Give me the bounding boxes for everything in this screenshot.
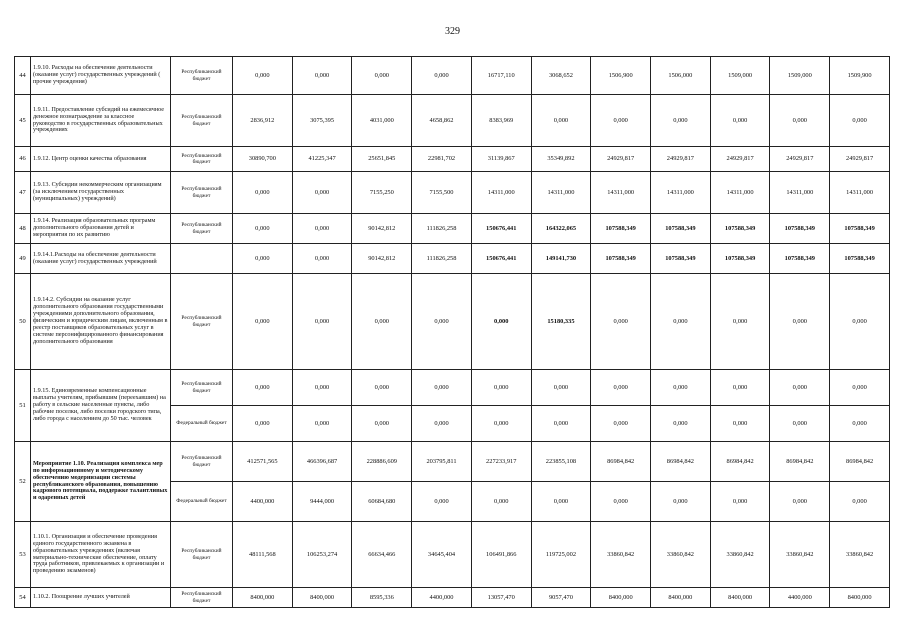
value-cell: 4031,000 bbox=[352, 95, 412, 147]
value-cell: 0,000 bbox=[651, 370, 711, 406]
value-cell: 31139,867 bbox=[471, 147, 531, 172]
value-cell: 107588,349 bbox=[651, 244, 711, 274]
value-cell: 106253,274 bbox=[292, 522, 352, 588]
value-cell: 0,000 bbox=[830, 482, 890, 522]
row-number: 44 bbox=[15, 57, 31, 95]
table-row bbox=[15, 442, 890, 482]
table-row bbox=[15, 588, 890, 608]
value-cell: 0,000 bbox=[233, 406, 293, 442]
funding-source bbox=[171, 244, 233, 274]
value-cell: 0,000 bbox=[233, 274, 293, 370]
value-cell: 0,000 bbox=[830, 406, 890, 442]
value-cell: 4400,000 bbox=[233, 482, 293, 522]
table-row bbox=[15, 274, 890, 370]
value-cell: 119725,002 bbox=[531, 522, 591, 588]
value-cell: 0,000 bbox=[531, 406, 591, 442]
value-cell: 9057,470 bbox=[531, 588, 591, 608]
value-cell: 33860,842 bbox=[830, 522, 890, 588]
row-name: 1.9.14.2. Субсидии на оказание услуг дополнительного образования государственными учреждениями дополнительного образования, физическим и юридическим лицам, включенным в реестр поставщиков образовательных услуг в системе персонифицированного финансирования дополнительного образования bbox=[31, 274, 171, 370]
value-cell: 14311,000 bbox=[531, 172, 591, 214]
value-cell: 1509,900 bbox=[830, 57, 890, 95]
value-cell: 0,000 bbox=[770, 274, 830, 370]
value-cell: 90142,812 bbox=[352, 244, 412, 274]
row-name: Мероприятие 1.10. Реализация комплекса мер по информационному и методическому обеспечению модернизации системы республиканского образования, повышению кадрового потенциала, поддержке талантливых и одаренных детей bbox=[31, 442, 171, 522]
value-cell: 0,000 bbox=[292, 244, 352, 274]
value-cell: 0,000 bbox=[352, 274, 412, 370]
value-cell: 0,000 bbox=[233, 370, 293, 406]
value-cell: 4400,000 bbox=[412, 588, 472, 608]
funding-source: Республиканский бюджет bbox=[171, 274, 233, 370]
value-cell: 0,000 bbox=[591, 482, 651, 522]
value-cell: 24929,817 bbox=[651, 147, 711, 172]
value-cell: 0,000 bbox=[292, 274, 352, 370]
row-name: 1.9.10. Расходы на обеспечение деятельности (оказание услуг) государственных учреждений ( прочие учреждения) bbox=[31, 57, 171, 95]
value-cell: 0,000 bbox=[412, 57, 472, 95]
value-cell: 0,000 bbox=[591, 274, 651, 370]
value-cell: 7155,500 bbox=[412, 172, 472, 214]
row-number: 48 bbox=[15, 214, 31, 244]
value-cell: 107588,349 bbox=[830, 244, 890, 274]
value-cell: 149141,730 bbox=[531, 244, 591, 274]
row-name: 1.9.14. Реализация образовательных программ дополнительного образования детей и мероприятия по их развитию bbox=[31, 214, 171, 244]
value-cell: 0,000 bbox=[830, 274, 890, 370]
funding-source: Республиканский бюджет bbox=[171, 172, 233, 214]
value-cell: 41225,347 bbox=[292, 147, 352, 172]
value-cell: 0,000 bbox=[292, 172, 352, 214]
value-cell: 107588,349 bbox=[591, 244, 651, 274]
value-cell: 223855,108 bbox=[531, 442, 591, 482]
value-cell: 0,000 bbox=[770, 370, 830, 406]
value-cell: 0,000 bbox=[770, 482, 830, 522]
value-cell: 0,000 bbox=[710, 370, 770, 406]
value-cell: 0,000 bbox=[591, 406, 651, 442]
value-cell: 0,000 bbox=[830, 370, 890, 406]
value-cell: 86984,842 bbox=[710, 442, 770, 482]
funding-source: Республиканский бюджет bbox=[171, 214, 233, 244]
value-cell: 8400,000 bbox=[233, 588, 293, 608]
value-cell: 14311,000 bbox=[830, 172, 890, 214]
value-cell: 86984,842 bbox=[651, 442, 711, 482]
value-cell: 33860,842 bbox=[770, 522, 830, 588]
row-name: 1.9.15. Единовременные компенсационные выплаты учителям, прибывшим (переехавшим) на работу в сельские населенные пункты, либо рабочие поселки, либо поселки городского типа, либо города с населением до 50 тыс. человек bbox=[31, 370, 171, 442]
value-cell: 8400,000 bbox=[710, 588, 770, 608]
value-cell: 22981,702 bbox=[412, 147, 472, 172]
value-cell: 107588,349 bbox=[770, 214, 830, 244]
funding-source: Республиканский бюджет bbox=[171, 522, 233, 588]
value-cell: 25651,845 bbox=[352, 147, 412, 172]
funding-source: Федеральный бюджет bbox=[171, 482, 233, 522]
funding-source: Республиканский бюджет bbox=[171, 57, 233, 95]
value-cell: 35349,892 bbox=[531, 147, 591, 172]
value-cell: 86984,842 bbox=[830, 442, 890, 482]
funding-source: Республиканский бюджет bbox=[171, 442, 233, 482]
value-cell: 0,000 bbox=[651, 406, 711, 442]
funding-source: Республиканский бюджет bbox=[171, 147, 233, 172]
value-cell: 33860,842 bbox=[651, 522, 711, 588]
value-cell: 0,000 bbox=[770, 406, 830, 442]
value-cell: 4658,862 bbox=[412, 95, 472, 147]
value-cell: 0,000 bbox=[531, 482, 591, 522]
table-row bbox=[15, 95, 890, 147]
value-cell: 13057,470 bbox=[471, 588, 531, 608]
row-number: 51 bbox=[15, 370, 31, 442]
funding-source: Республиканский бюджет bbox=[171, 370, 233, 406]
value-cell: 228886,609 bbox=[352, 442, 412, 482]
value-cell: 0,000 bbox=[233, 214, 293, 244]
value-cell: 14311,000 bbox=[471, 172, 531, 214]
value-cell: 106491,866 bbox=[471, 522, 531, 588]
value-cell: 107588,349 bbox=[710, 244, 770, 274]
value-cell: 0,000 bbox=[531, 370, 591, 406]
table-body bbox=[15, 57, 890, 608]
table-row bbox=[15, 147, 890, 172]
value-cell: 8595,336 bbox=[352, 588, 412, 608]
row-name: 1.10.1. Организация и обеспечение проведения единого государственного экзамена в образовательных учреждениях (включая материально-технические обеспечение, оплату труда работников, привлекаемых к организации и проведению экзаменов) bbox=[31, 522, 171, 588]
value-cell: 86984,842 bbox=[591, 442, 651, 482]
value-cell: 14311,000 bbox=[651, 172, 711, 214]
value-cell: 0,000 bbox=[471, 274, 531, 370]
value-cell: 203795,811 bbox=[412, 442, 472, 482]
value-cell: 7155,250 bbox=[352, 172, 412, 214]
value-cell: 0,000 bbox=[412, 274, 472, 370]
value-cell: 48111,568 bbox=[233, 522, 293, 588]
funding-source: Республиканский бюджет bbox=[171, 95, 233, 147]
value-cell: 0,000 bbox=[292, 370, 352, 406]
value-cell: 107588,349 bbox=[770, 244, 830, 274]
value-cell: 1509,000 bbox=[770, 57, 830, 95]
value-cell: 0,000 bbox=[591, 370, 651, 406]
value-cell: 150676,441 bbox=[471, 244, 531, 274]
value-cell: 107588,349 bbox=[591, 214, 651, 244]
value-cell: 0,000 bbox=[233, 244, 293, 274]
value-cell: 0,000 bbox=[412, 370, 472, 406]
value-cell: 86984,842 bbox=[770, 442, 830, 482]
value-cell: 8400,000 bbox=[292, 588, 352, 608]
row-name: 1.9.14.1.Расходы на обеспечение деятельности (оказание услуг) государственных учреждений bbox=[31, 244, 171, 274]
value-cell: 0,000 bbox=[233, 172, 293, 214]
value-cell: 8400,000 bbox=[651, 588, 711, 608]
value-cell: 0,000 bbox=[471, 370, 531, 406]
value-cell: 33860,842 bbox=[591, 522, 651, 588]
value-cell: 9444,000 bbox=[292, 482, 352, 522]
value-cell: 34645,404 bbox=[412, 522, 472, 588]
value-cell: 1506,000 bbox=[651, 57, 711, 95]
value-cell: 0,000 bbox=[651, 274, 711, 370]
budget-table bbox=[14, 56, 890, 608]
row-name: 1.10.2. Поощрение лучших учителей bbox=[31, 588, 171, 608]
value-cell: 1506,900 bbox=[591, 57, 651, 95]
value-cell: 107588,349 bbox=[830, 214, 890, 244]
value-cell: 33860,842 bbox=[710, 522, 770, 588]
funding-source: Федеральный бюджет bbox=[171, 406, 233, 442]
row-number: 54 bbox=[15, 588, 31, 608]
value-cell: 0,000 bbox=[352, 370, 412, 406]
row-name: 1.9.13. Субсидии некоммерческим организациям (за исключением государственных (муниципальных) учреждений) bbox=[31, 172, 171, 214]
row-number: 46 bbox=[15, 147, 31, 172]
table-row bbox=[15, 522, 890, 588]
value-cell: 107588,349 bbox=[710, 214, 770, 244]
value-cell: 0,000 bbox=[412, 406, 472, 442]
value-cell: 66634,466 bbox=[352, 522, 412, 588]
value-cell: 8383,969 bbox=[471, 95, 531, 147]
value-cell: 16717,110 bbox=[471, 57, 531, 95]
value-cell: 8400,000 bbox=[591, 588, 651, 608]
table-row bbox=[15, 214, 890, 244]
table-row bbox=[15, 244, 890, 274]
value-cell: 4400,000 bbox=[770, 588, 830, 608]
row-number: 45 bbox=[15, 95, 31, 147]
value-cell: 0,000 bbox=[292, 214, 352, 244]
value-cell: 111826,258 bbox=[412, 214, 472, 244]
page-number: 329 bbox=[445, 26, 460, 37]
value-cell: 60684,680 bbox=[352, 482, 412, 522]
value-cell: 0,000 bbox=[710, 274, 770, 370]
value-cell: 90142,812 bbox=[352, 214, 412, 244]
value-cell: 0,000 bbox=[412, 482, 472, 522]
row-number: 49 bbox=[15, 244, 31, 274]
value-cell: 3075,395 bbox=[292, 95, 352, 147]
row-number: 52 bbox=[15, 442, 31, 522]
value-cell: 14311,000 bbox=[770, 172, 830, 214]
value-cell: 30890,700 bbox=[233, 147, 293, 172]
value-cell: 0,000 bbox=[352, 57, 412, 95]
value-cell: 0,000 bbox=[471, 482, 531, 522]
row-name: 1.9.12. Центр оценки качества образования bbox=[31, 147, 171, 172]
value-cell: 15180,335 bbox=[531, 274, 591, 370]
value-cell: 0,000 bbox=[531, 95, 591, 147]
value-cell: 164322,065 bbox=[531, 214, 591, 244]
value-cell: 24929,817 bbox=[770, 147, 830, 172]
value-cell: 14311,000 bbox=[710, 172, 770, 214]
value-cell: 0,000 bbox=[352, 406, 412, 442]
value-cell: 24929,817 bbox=[591, 147, 651, 172]
value-cell: 8400,000 bbox=[830, 588, 890, 608]
row-number: 50 bbox=[15, 274, 31, 370]
table-row bbox=[15, 57, 890, 95]
row-number: 47 bbox=[15, 172, 31, 214]
value-cell: 0,000 bbox=[292, 406, 352, 442]
value-cell: 1509,000 bbox=[710, 57, 770, 95]
value-cell: 24929,817 bbox=[710, 147, 770, 172]
value-cell: 0,000 bbox=[770, 95, 830, 147]
value-cell: 466396,687 bbox=[292, 442, 352, 482]
value-cell: 227233,917 bbox=[471, 442, 531, 482]
value-cell: 3068,652 bbox=[531, 57, 591, 95]
value-cell: 0,000 bbox=[710, 406, 770, 442]
value-cell: 2836,912 bbox=[233, 95, 293, 147]
row-number: 53 bbox=[15, 522, 31, 588]
value-cell: 0,000 bbox=[292, 57, 352, 95]
value-cell: 111826,258 bbox=[412, 244, 472, 274]
value-cell: 0,000 bbox=[471, 406, 531, 442]
value-cell: 0,000 bbox=[591, 95, 651, 147]
value-cell: 0,000 bbox=[651, 95, 711, 147]
funding-source: Республиканский бюджет bbox=[171, 588, 233, 608]
value-cell: 0,000 bbox=[830, 95, 890, 147]
value-cell: 107588,349 bbox=[651, 214, 711, 244]
value-cell: 0,000 bbox=[651, 482, 711, 522]
value-cell: 0,000 bbox=[710, 482, 770, 522]
value-cell: 150676,441 bbox=[471, 214, 531, 244]
value-cell: 0,000 bbox=[233, 57, 293, 95]
table-row bbox=[15, 172, 890, 214]
row-name: 1.9.11. Предоставление субсидий на ежемесячное денежное вознаграждение за классное руководство в государственных образовательных учреждениях bbox=[31, 95, 171, 147]
value-cell: 412571,565 bbox=[233, 442, 293, 482]
value-cell: 24929,817 bbox=[830, 147, 890, 172]
value-cell: 0,000 bbox=[710, 95, 770, 147]
value-cell: 14311,000 bbox=[591, 172, 651, 214]
table-row bbox=[15, 370, 890, 406]
